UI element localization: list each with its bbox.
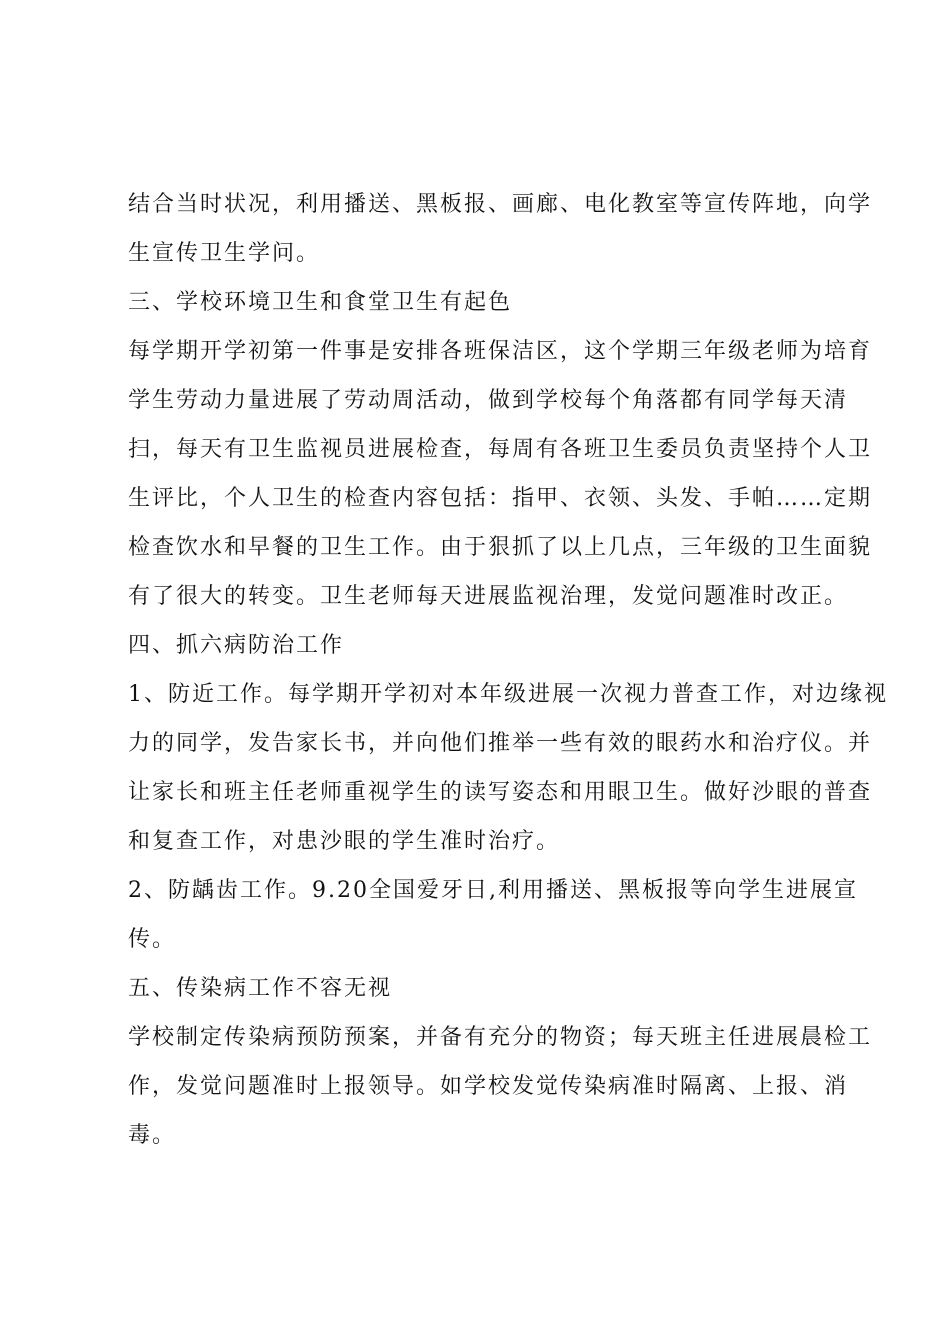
paragraph-line: 每学期开学初第一件事是安排各班保洁区，这个学期三年级老师为培育	[128, 339, 873, 364]
paragraph-line: 学生劳动力量进展了劳动周活动，做到学校每个角落都有同学每天清	[128, 388, 849, 413]
paragraph-line: 扫，每天有卫生监视员进展检查，每周有各班卫生委员负责坚持个人卫	[128, 437, 873, 462]
paragraph-line: 作，发觉问题准时上报领导。如学校发觉传染病准时隔离、上报、消	[128, 1074, 849, 1099]
document-body	[128, 185, 888, 1165]
paragraph-line: 1、防近工作。每学期开学初对本年级进展一次视力普查工作，对边缘视	[128, 682, 888, 707]
paragraph-line: 生评比，个人卫生的检查内容包括：指甲、衣领、头发、手帕……定期	[128, 486, 873, 511]
paragraph-line: 学校制定传染病预防预案，并备有充分的物资；每天班主任进展晨检工	[128, 1025, 873, 1050]
paragraph-line: 结合当时状况，利用播送、黑板报、画廊、电化教室等宣传阵地，向学	[128, 192, 873, 217]
paragraph-line: 传。	[128, 927, 177, 952]
paragraph-line: 2、防龋齿工作。9.20全国爱牙日,利用播送、黑板报等向学生进展宣	[128, 878, 858, 903]
paragraph-line: 有了很大的转变。卫生老师每天进展监视治理，发觉问题准时改正。	[128, 584, 849, 609]
section-heading: 三、学校环境卫生和食堂卫生有起色	[128, 290, 513, 315]
paragraph-line: 和复查工作，对患沙眼的学生准时治疗。	[128, 829, 561, 854]
paragraph-line: 毒。	[128, 1123, 177, 1148]
section-heading: 五、传染病工作不容无视	[128, 976, 393, 1001]
paragraph-line: 让家长和班主任老师重视学生的读写姿态和用眼卫生。做好沙眼的普查	[128, 780, 873, 805]
paragraph-line: 检查饮水和早餐的卫生工作。由于狠抓了以上几点，三年级的卫生面貌	[128, 535, 873, 560]
paragraph-line: 生宣传卫生学问。	[128, 241, 321, 266]
paragraph-line: 力的同学，发告家长书，并向他们推举一些有效的眼药水和治疗仪。并	[128, 731, 873, 756]
section-heading: 四、抓六病防治工作	[128, 633, 345, 658]
